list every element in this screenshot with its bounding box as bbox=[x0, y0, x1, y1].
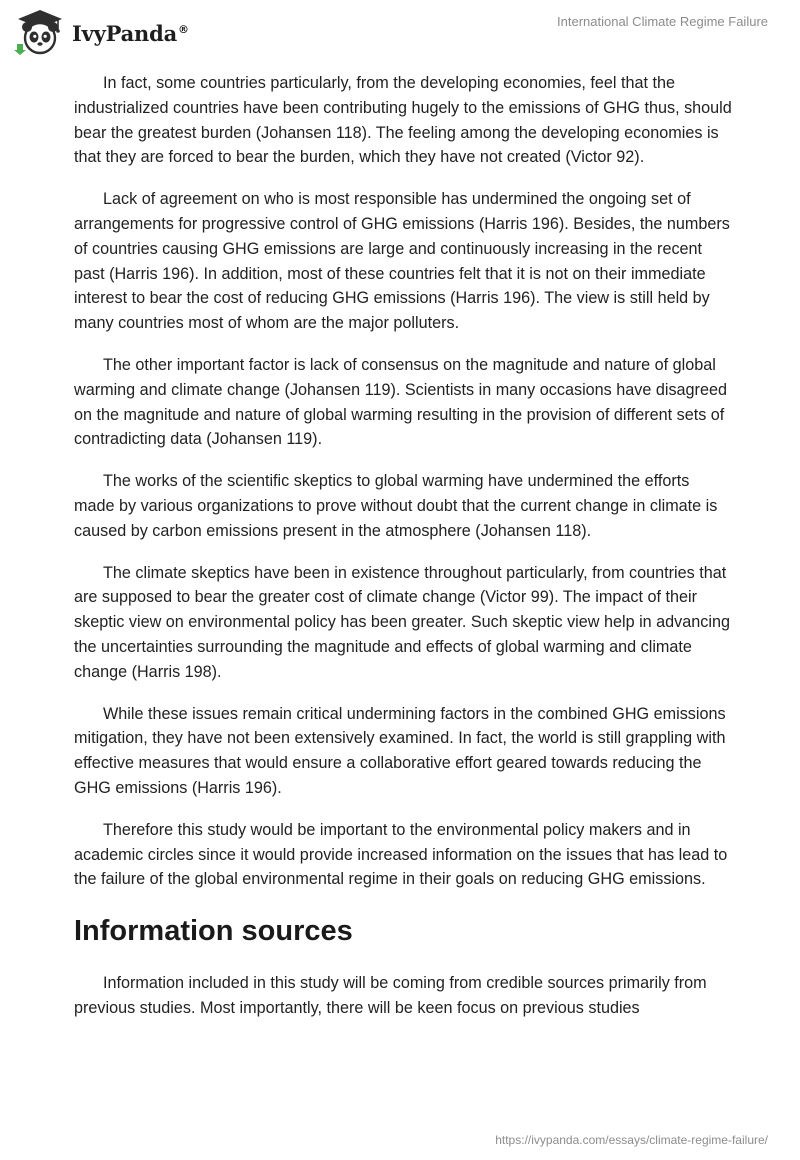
panda-graduate-icon bbox=[14, 8, 66, 56]
paragraph: Lack of agreement on who is most responsible has undermined the ongoing set of arrangements for progressive control of GHG emissions (Harris 196). Besides, the numbers of countries causing GHG emissions are large and continuously increasing in the recent past (Harris 196). In addition, most of these countries felt that it is not on their immediate interest to bear the cost of reducing GHG emissions (Harris 196). The view is still held by many countries most of whom are the major polluters. bbox=[74, 190, 730, 333]
paragraph: The climate skeptics have been in existence throughout particularly, from countries that are supposed to bear the greater cost of climate change (Victor 99). The impact of their skeptic view on environmental policy has been greater. Such skeptic view help in advancing the uncertainties surrounding the magnitude and effects of global warming and climate change (Harris 198). bbox=[74, 563, 730, 681]
essay-content bbox=[74, 71, 734, 1038]
source-url[interactable]: https://ivypanda.com/essays/climate-regime-failure/ bbox=[495, 1133, 768, 1147]
paragraph: The works of the scientific skeptics to global warming have undermined the efforts made by various organizations to prove without doubt that the current change in climate is caused by carbon emissions present in the atmosphere (Johansen 118). bbox=[74, 472, 718, 540]
paragraph: Information included in this study will be coming from credible sources primarily from previous studies. Most importantly, there will be keen focus on previous studies bbox=[74, 974, 707, 1017]
brand-logo[interactable] bbox=[14, 8, 189, 56]
paragraph: The other important factor is lack of consensus on the magnitude and nature of global warming and climate change (Johansen 119). Scientists in many occasions have disagreed on the magnitude and nature of global warming resulting in the provision of different sets of contradicting data (Johansen 119). bbox=[74, 355, 727, 449]
document-title: International Climate Regime Failure bbox=[557, 14, 768, 29]
page-header bbox=[0, 0, 800, 64]
brand-name bbox=[72, 21, 189, 46]
section-heading: Information sources bbox=[74, 915, 353, 948]
brand-name-text: IvyPanda bbox=[72, 20, 178, 46]
paragraph: Therefore this study would be important to the environmental policy makers and in academic circles since it would provide increased information on the issues that has lead to the failure of the global environmental regime in their goals on reducing GHG emissions. bbox=[74, 820, 728, 889]
paragraph: In fact, some countries particularly, from the developing economies, feel that the industrialized countries have been contributing hugely to the emissions of GHG thus, should bear the greatest burden (Johansen 118). The feeling among the developing economies is that they are forced to bear the burden, which they have not created (Victor 92). bbox=[74, 74, 732, 167]
registered-mark: ® bbox=[178, 22, 189, 36]
paragraph: While these issues remain critical undermining factors in the combined GHG emissions mitigation, they have not been extensively examined. In fact, the world is still grappling with effective measures that would ensure a collaborative effort geared towards reducing the GHG emissions (Harris 196). bbox=[74, 704, 726, 797]
